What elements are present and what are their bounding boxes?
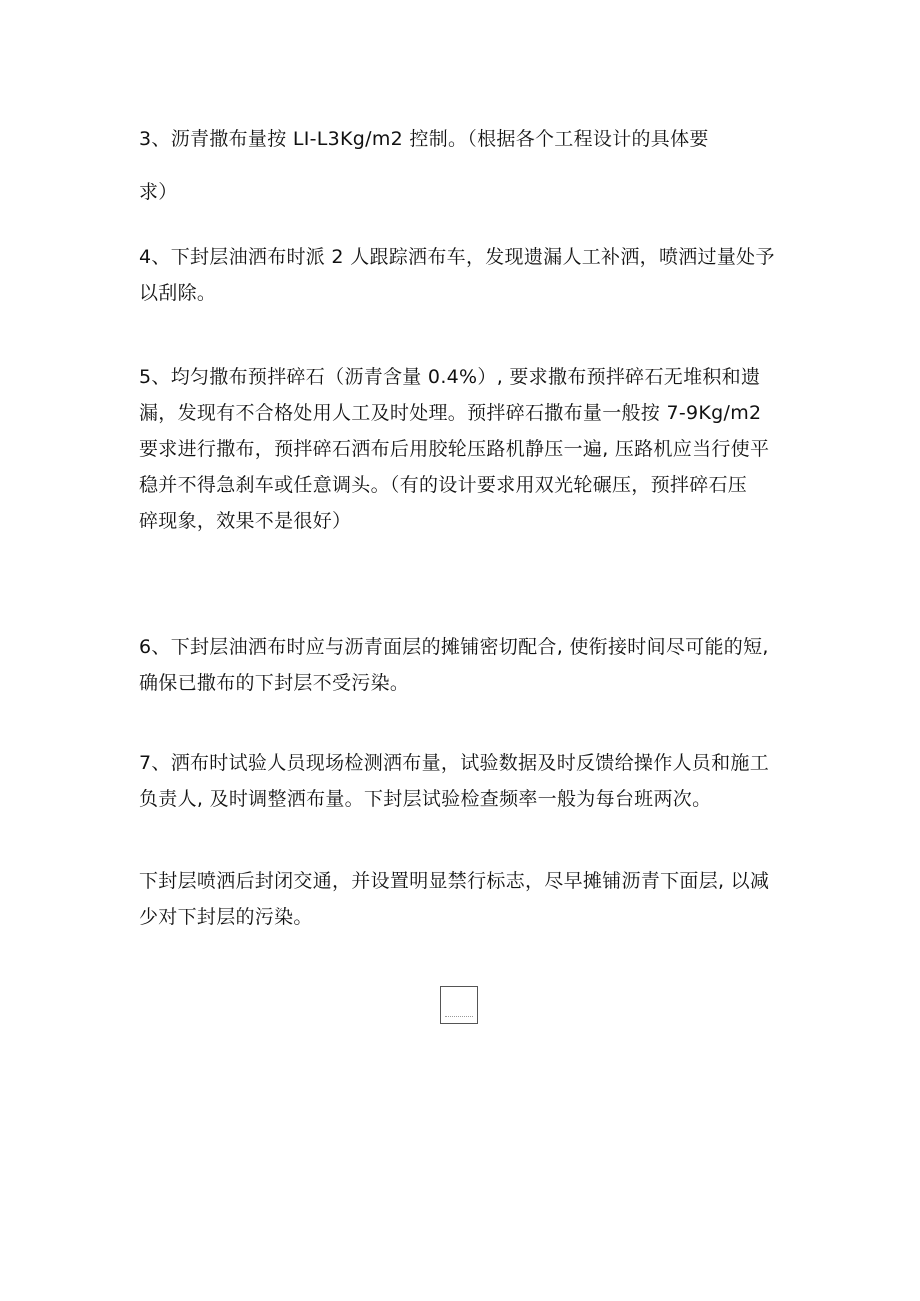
text-line: 以刮除。 [139,282,217,304]
text-line: 漏，发现有不合格处用人工及时处理。预拌碎石撒布量一般按 7-9Kg∕m2 [139,402,762,424]
text-line: 少对下封层的污染。 [139,906,313,928]
paragraph-item-3 [139,121,789,210]
paragraph-item-7 [139,745,789,817]
text-line: 7、洒布时试验人员现场检测洒布量，试验数据及时反馈给操作人员和施工 [139,752,769,774]
text-line: 要求进行撒布，预拌碎石洒布后用胶轮压路机静压一遍, 压路机应当行使平 [139,438,770,460]
text-line: 碎现象，效果不是很好） [139,510,352,532]
paragraph-item-4 [139,239,789,311]
text-line: 6、下封层油洒布时应与沥青面层的摊铺密切配合, 使衔接时间尽可能的短, [139,636,769,658]
dotted-underline [445,1016,473,1017]
paragraph-item-5 [139,359,789,539]
text-line: 负责人, 及时调整洒布量。下封层试验检查频率一般为每台班两次。 [139,788,712,810]
text-line: 稳并不得急刹车或任意调头。（有的设计要求用双光轮碾压，预拌碎石压 [139,474,748,496]
paragraph-closing [139,863,789,935]
text-line: 求） [139,181,178,203]
text-line: 4、下封层油洒布时派 2 人跟踪洒布车，发现遗漏人工补洒，喷洒过量处予 [139,246,775,268]
text-line: 5、均匀撒布预拌碎石（沥青含量 0.4%）, 要求撒布预拌碎石无堆积和遗 [139,366,761,388]
paragraph-item-6 [139,629,789,701]
page-number-box-icon [440,986,478,1024]
text-line: 下封层喷洒后封闭交通，并设置明显禁行标志，尽早摊铺沥青下面层, 以减 [139,870,770,892]
text-line: 3、沥青撒布量按 LI-L3Kg∕m2 控制。（根据各个工程设计的具体要 [139,128,709,150]
text-line: 确保已撒布的下封层不受污染。 [139,672,410,694]
